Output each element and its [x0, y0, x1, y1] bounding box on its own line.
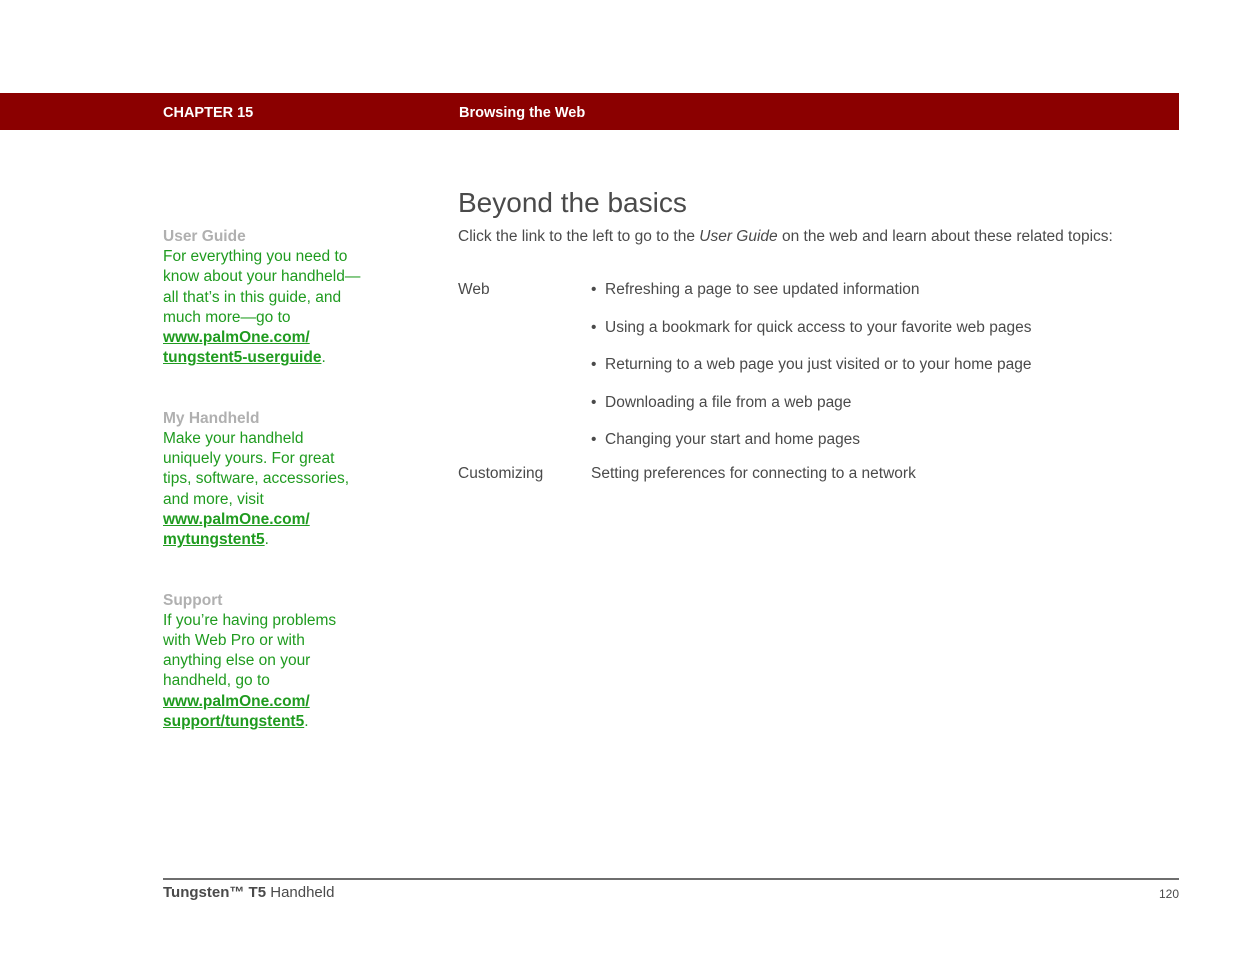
sidebar-heading: User Guide: [163, 228, 246, 245]
topic-item-text: Changing your start and home pages: [605, 431, 861, 448]
user-guide-link[interactable]: www.palmOne.com/: [163, 329, 310, 347]
intro-text: [458, 227, 1113, 247]
support-link[interactable]: www.palmOne.com/: [163, 692, 310, 710]
sidebar-block-my-handheld: [163, 408, 388, 551]
sidebar-line: For everything you need to: [163, 248, 348, 265]
topic-label-web: Web: [458, 281, 490, 298]
sidebar-line: and more, visit: [163, 490, 264, 508]
sidebar-text: [163, 247, 388, 369]
sidebar-line: Make your handheld: [163, 429, 304, 447]
sidebar-line: all that’s in this guide, and: [163, 288, 342, 306]
page-title: Beyond the basics: [458, 187, 687, 218]
sidebar-line: know about your handheld—: [163, 268, 361, 286]
intro-before: Click the link to the left to go to the: [458, 228, 700, 245]
sidebar-text: [163, 611, 388, 733]
topic-item: [591, 318, 1031, 338]
topic-item: [591, 464, 916, 484]
sidebar-text: [163, 429, 388, 551]
my-handheld-link-cont[interactable]: mytungstent5: [163, 531, 265, 549]
intro-emphasis: User Guide: [699, 228, 778, 245]
sidebar-line: with Web Pro or with: [163, 631, 305, 649]
sidebar-heading: My Handheld: [163, 409, 260, 427]
topic-item-text: Downloading a file from a web page: [605, 394, 852, 411]
topic-item: [591, 280, 920, 300]
bullet-icon: •: [591, 394, 597, 411]
intro-after: on the web and learn about these related topics:: [777, 228, 1113, 245]
bullet-icon: •: [591, 356, 597, 373]
my-handheld-link[interactable]: www.palmOne.com/: [163, 510, 310, 528]
link-period: .: [321, 349, 326, 367]
sidebar-line: uniquely yours. For great: [163, 450, 335, 468]
bullet-icon: •: [591, 281, 597, 298]
link-period: .: [304, 713, 309, 731]
sidebar-block-user-guide: [163, 226, 388, 369]
sidebar-line: much more—go to: [163, 308, 291, 326]
bullet-icon: •: [591, 319, 597, 336]
chapter-number: CHAPTER 15: [163, 105, 254, 121]
sidebar-line: If you’re having problems: [163, 611, 337, 629]
sidebar-line: anything else on your: [163, 652, 311, 670]
footer-product: [163, 884, 334, 902]
sidebar-block-support: [163, 590, 388, 733]
sidebar-line: handheld, go to: [163, 672, 270, 690]
topic-item: [591, 430, 860, 450]
support-link-cont[interactable]: support/tungstent5: [163, 713, 305, 731]
page-number: 120: [1158, 887, 1179, 901]
topic-item: [591, 393, 851, 413]
footer-brand: Tungsten™ T5: [163, 884, 267, 901]
user-guide-link-cont[interactable]: tungstent5-userguide: [163, 349, 322, 367]
sidebar-line: tips, software, accessories,: [163, 470, 350, 488]
link-period: .: [264, 531, 269, 549]
topic-item-text: Using a bookmark for quick access to your favorite web pages: [605, 319, 1032, 336]
sidebar: [163, 226, 388, 771]
bullet-icon: •: [591, 431, 597, 448]
footer-divider: [163, 878, 1179, 880]
topic-item-text: Refreshing a page to see updated information: [605, 281, 920, 298]
chapter-title: Browsing the Web: [459, 105, 586, 121]
topic-item-text: Setting preferences for connecting to a network: [591, 465, 916, 482]
chapter-header-bar: [0, 93, 1179, 130]
topic-label-customizing: Customizing: [458, 465, 544, 482]
footer-product-name: Handheld: [266, 884, 335, 901]
sidebar-heading: Support: [163, 591, 223, 609]
topic-item-text: Returning to a web page you just visited or to your home page: [605, 356, 1032, 373]
topic-item: [591, 355, 1032, 375]
